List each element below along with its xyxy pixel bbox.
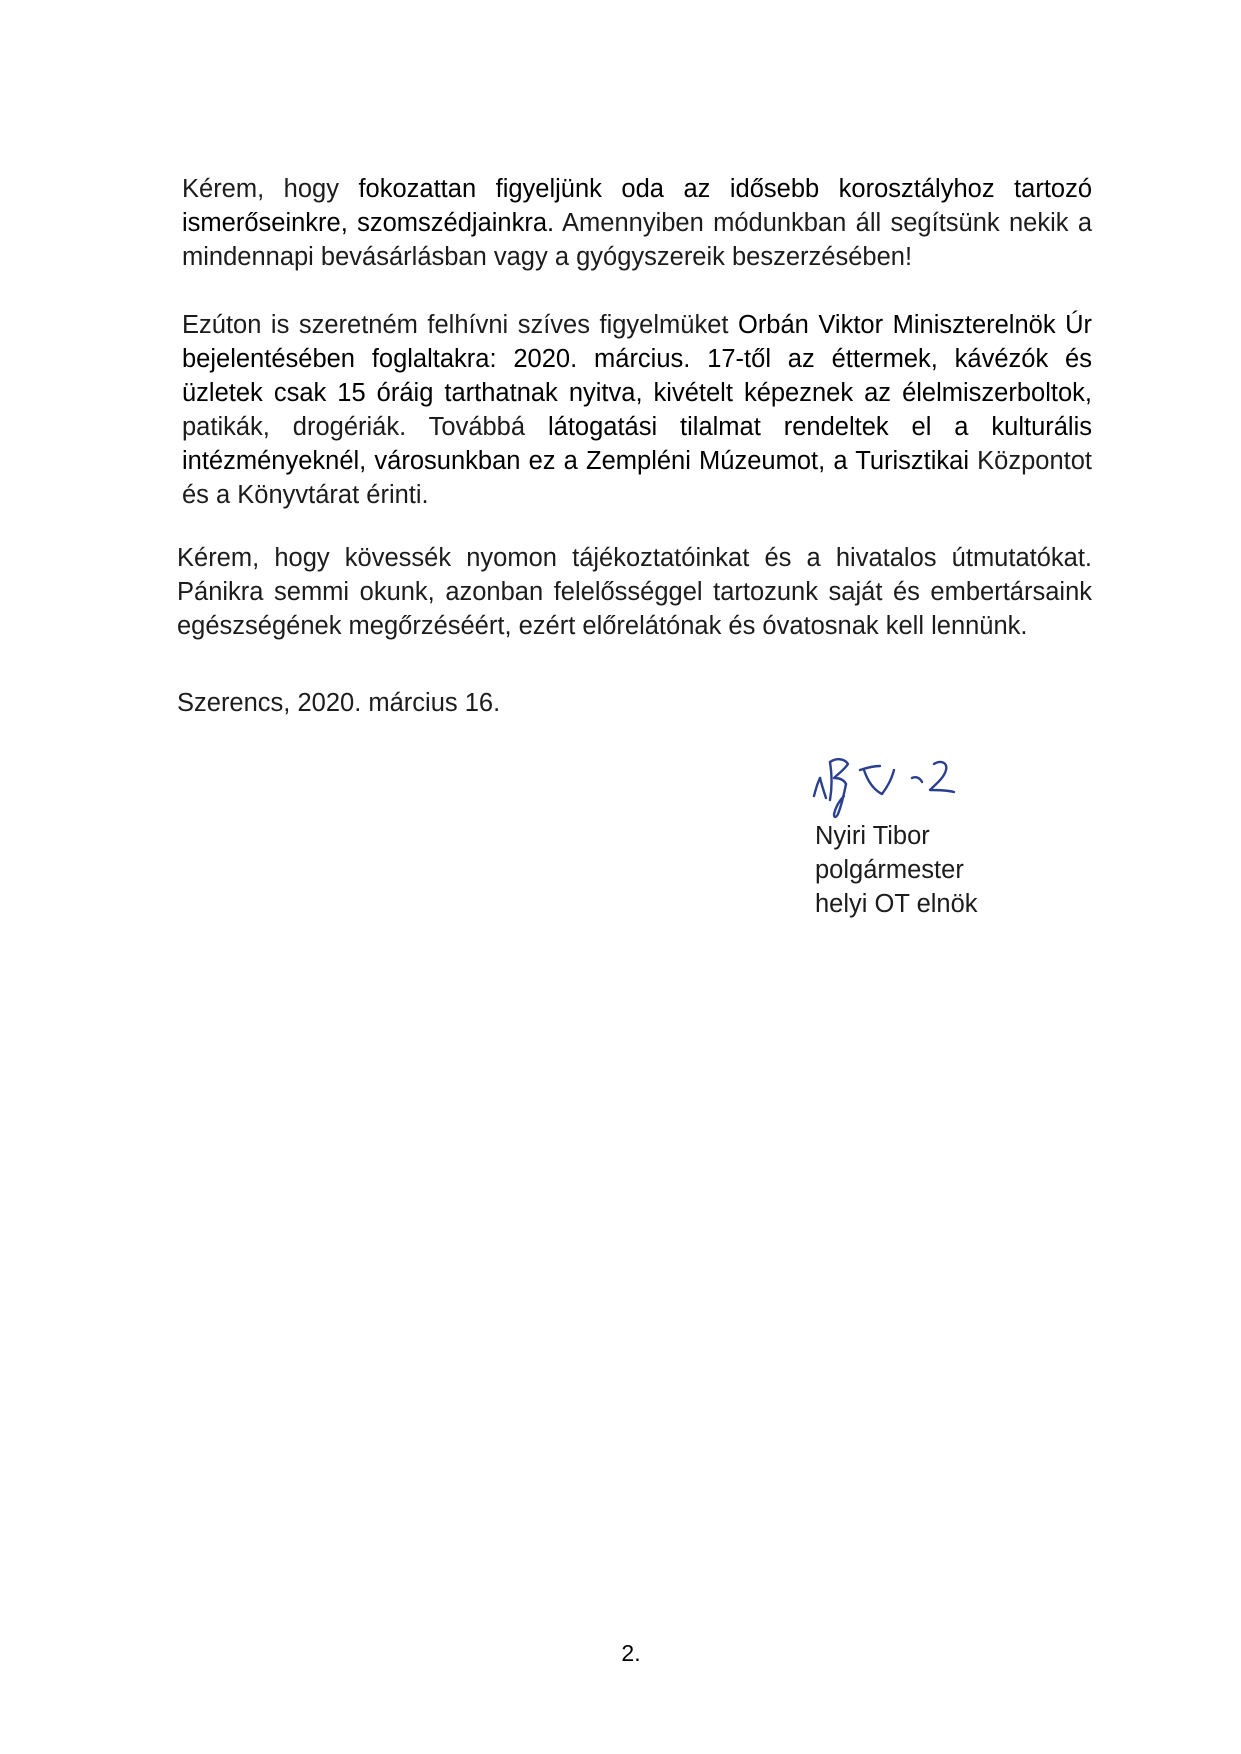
signatory-title: polgármester <box>815 856 964 884</box>
paragraph-2-text-emphasis: Orbán Viktor Miniszterelnök Úr bejelentésében foglaltakra: 2020. március. 17-től az éttermek, kávézók és üzletek csak 15 óráig tarthatnak nyitva, kivételt képeznek az élelmiszerboltok, <box>182 310 1093 407</box>
paragraph-government-announcement <box>182 308 1092 512</box>
paragraph-2-text-regular: Ezúton is szeretném felhívni szíves figyelmüket <box>182 310 738 339</box>
paragraph-1-text-emphasis: fokozattan figyeljünk oda az idősebb korosztályhoz tartozó ismerőseinkre, szomszédjainkra. <box>182 174 1093 237</box>
signatory-role: helyi OT elnök <box>815 890 978 918</box>
date-line: Szerencs, 2020. március 16. <box>177 689 501 717</box>
handwritten-signature <box>808 748 968 820</box>
paragraph-elderly-care <box>182 172 1092 274</box>
paragraph-1-text-regular: Kérem, hogy <box>182 174 359 203</box>
paragraph-1-text-regular-2: Amennyiben módunkban áll segítsünk nekik a mindennapi bevásárlásban vagy a gyógyszereik beszerzésében! <box>182 208 1092 271</box>
paragraph-2-text-emphasis-2: látogatási tilalmat rendeltek el a kulturális intézményeknél, városunkban ez a Zempléni Múzeumot, a Turisztikai <box>182 412 1093 475</box>
page-number: 2. <box>621 1640 641 1666</box>
paragraph-2-text-regular-2: patikák, drogériák. Továbbá <box>182 412 548 441</box>
paragraph-follow-guidance <box>177 541 1092 643</box>
paragraph-3-text: Kérem, hogy kövessék nyomon tájékoztatóinkat és a hivatalos útmutatókat. Pánikra semmi okunk, azonban felelősséggel tartozunk saját és embertársaink egészségének megőrzéséért, ezért előrelátónak és óvatosnak kell lennünk. <box>177 543 1092 640</box>
paragraph-2-text-regular-3: Központot és a Könyvtárat érinti. <box>182 446 1093 509</box>
signatory-name: Nyiri Tibor <box>815 822 930 850</box>
